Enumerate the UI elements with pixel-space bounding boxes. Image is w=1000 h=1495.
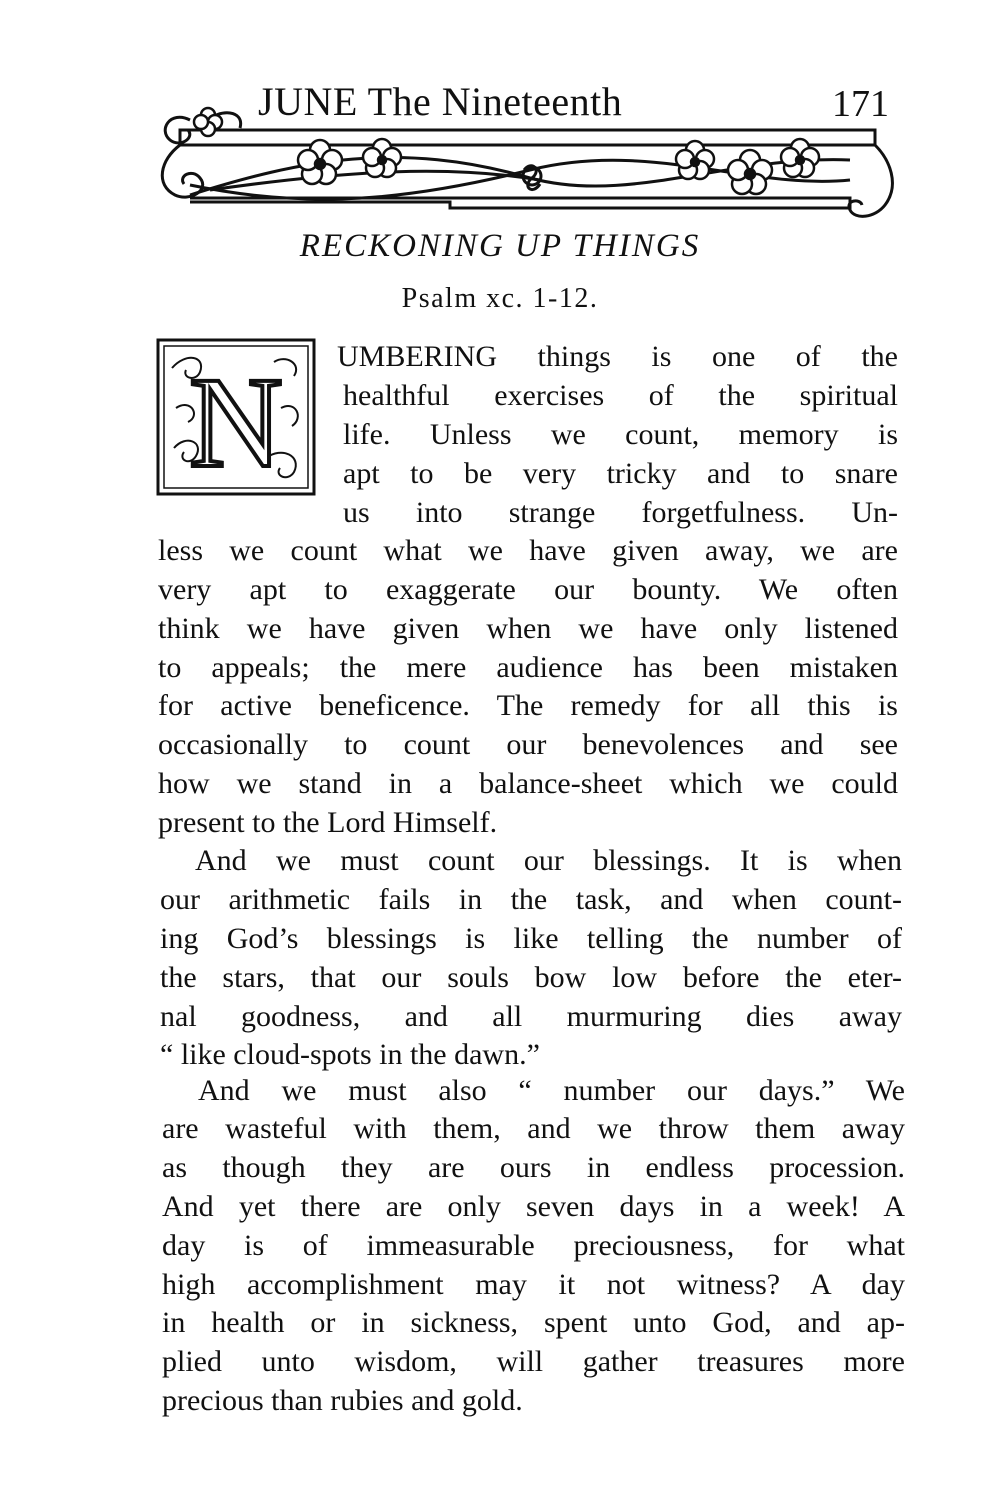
body-line: to appeals; the mere audience has been mistaken bbox=[158, 651, 898, 684]
body-line: nal goodness, and all murmuring dies away bbox=[160, 1000, 902, 1033]
chapter-title: RECKONING UP THINGS bbox=[299, 228, 701, 264]
floral-ornament-icon bbox=[150, 100, 910, 230]
body-line: the stars, that our souls bow low before the eter- bbox=[160, 961, 902, 994]
illuminated-drop-cap-icon bbox=[156, 338, 316, 496]
body-line: as though they are ours in endless procession. bbox=[162, 1151, 905, 1184]
body-line: plied unto wisdom, will gather treasures more bbox=[162, 1345, 905, 1378]
body-line: apt to be very tricky and to snare bbox=[343, 457, 898, 490]
page-number: 171 bbox=[832, 83, 889, 125]
body-line: think we have given when we have only listened bbox=[158, 612, 898, 645]
body-line: high accomplishment may it not witness? A day bbox=[162, 1268, 905, 1301]
header-day: The Nineteenth bbox=[367, 79, 623, 124]
body-line: less we count what we have given away, we are bbox=[158, 534, 898, 567]
body-line: life. Unless we count, memory is bbox=[343, 418, 898, 451]
body-line: “ like cloud-spots in the dawn.” bbox=[160, 1038, 540, 1071]
body-line: healthful exercises of the spiritual bbox=[343, 379, 898, 412]
body-line: for active beneficence. The remedy for all this is bbox=[158, 689, 898, 722]
body-line: our arithmetic fails in the task, and when count- bbox=[160, 883, 902, 916]
body-line: present to the Lord Himself. bbox=[158, 806, 498, 839]
body-line: And we must also “ number our days.” We bbox=[198, 1074, 905, 1107]
header-month: JUNE bbox=[258, 79, 358, 124]
body-line: And yet there are only seven days in a week! A bbox=[162, 1190, 905, 1223]
body-line: precious than rubies and gold. bbox=[162, 1384, 523, 1417]
body-line: us into strange forgetfulness. Un- bbox=[343, 496, 898, 529]
body-line: are wasteful with them, and we throw them away bbox=[162, 1112, 905, 1145]
drop-cap-letter: N bbox=[189, 351, 283, 495]
body-line: UMBERING things is one of the bbox=[337, 340, 898, 373]
body-line: ing God’s blessings is like telling the number of bbox=[160, 922, 902, 955]
body-line: And we must count our blessings. It is when bbox=[195, 844, 902, 877]
body-line: occasionally to count our benevolences and see bbox=[158, 728, 898, 761]
scripture-reference: Psalm xc. 1-12. bbox=[401, 283, 599, 314]
body-line: day is of immeasurable preciousness, for what bbox=[162, 1229, 905, 1262]
body-line: in health or in sickness, spent unto God, and ap- bbox=[162, 1306, 905, 1339]
body-line: how we stand in a balance-sheet which we could bbox=[158, 767, 898, 800]
body-line: very apt to exaggerate our bounty. We often bbox=[158, 573, 898, 606]
